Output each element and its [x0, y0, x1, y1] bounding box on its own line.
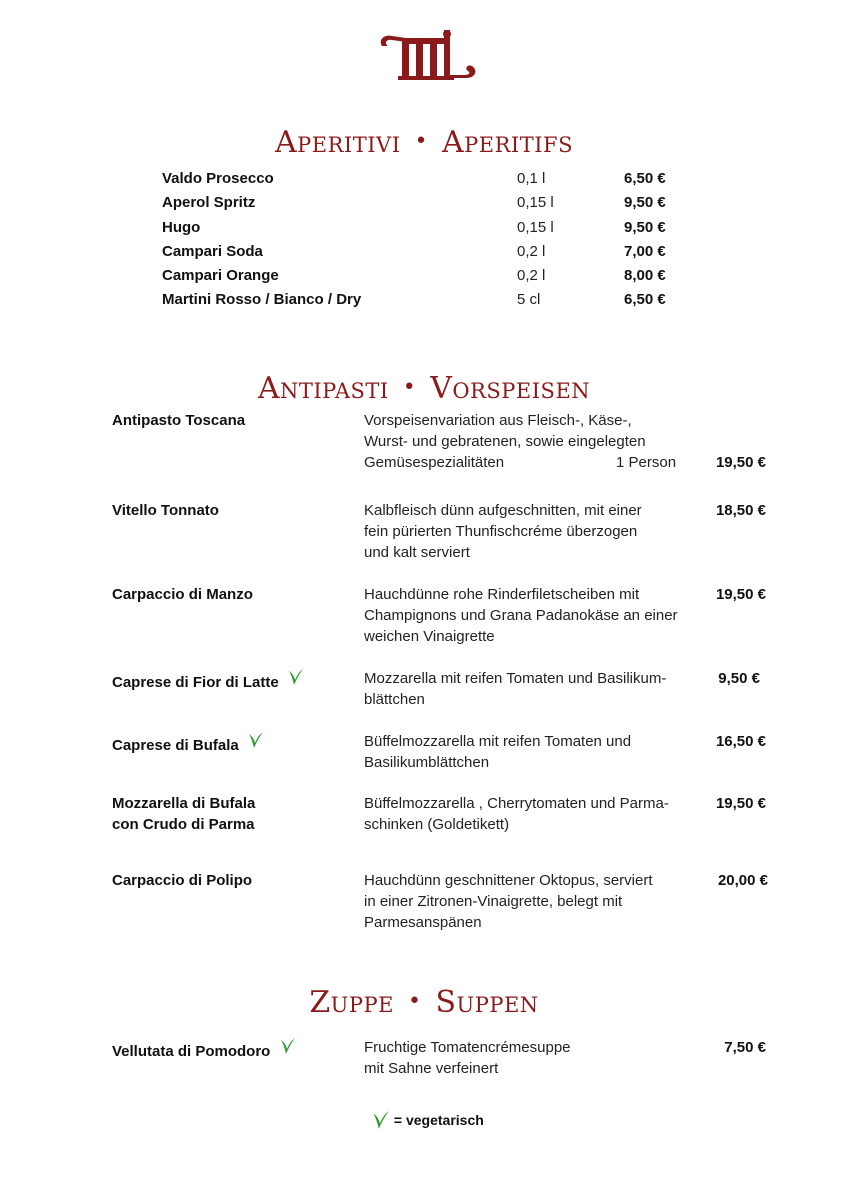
description-line: Champignons und Grana Padanokäse an einer: [364, 607, 678, 624]
description-line: Hauchdünne rohe Rinderfiletscheiben mit: [364, 586, 640, 603]
menu-item: [0, 266, 848, 290]
item-price: 9,50 €: [624, 194, 666, 211]
description-line: blättchen: [364, 691, 425, 708]
menu-item: [0, 169, 848, 193]
section-title-aperitivi: [0, 125, 848, 160]
item-price: 7,00 €: [624, 243, 666, 260]
description-line: Gemüsespezialitäten: [364, 454, 505, 471]
item-description: [364, 793, 704, 835]
item-volume: 0,15 l: [517, 219, 554, 236]
item-name: Caprese di Fior di Latte: [112, 674, 279, 691]
item-name-wrap: [112, 793, 352, 835]
item-name: Vellutata di Pomodoro: [112, 1043, 271, 1060]
item-price: 19,50 €: [715, 795, 766, 812]
item-description: [364, 1037, 704, 1079]
leaf-icon: [372, 1110, 390, 1130]
description-line: Basilikumblättchen: [364, 754, 490, 771]
item-price: 9,50 €: [624, 219, 666, 236]
description-line: in einer Zitronen-Vinaigrette, belegt mit: [364, 893, 623, 910]
menu-item: [0, 290, 848, 314]
item-price: 19,50 €: [715, 454, 766, 471]
section-title-de: Aperitifs: [441, 125, 573, 160]
menu-item: [0, 193, 848, 217]
description-line: schinken (Goldetikett): [364, 816, 510, 833]
item-name-line2: con Crudo di Parma: [112, 816, 255, 833]
item-name: Valdo Prosecco: [162, 170, 274, 187]
item-name-wrap: [112, 668, 352, 693]
separator-dot: •: [407, 989, 422, 1014]
description-line: mit Sahne verfeinert: [364, 1060, 499, 1077]
item-description: [364, 668, 704, 710]
description-line: fein pürierten Thunfischcréme überzogen: [364, 523, 638, 540]
item-name: Aperol Spritz: [162, 194, 256, 211]
section-title-it: Antipasti: [257, 371, 389, 406]
item-name: Carpaccio di Manzo: [112, 586, 253, 603]
item-price: 9,50 €: [718, 670, 760, 687]
separator-dot: •: [414, 129, 428, 154]
item-name: Campari Soda: [162, 243, 263, 260]
item-portion: 1 Person: [616, 454, 677, 471]
item-volume: 0,15 l: [517, 194, 554, 211]
item-price: 18,50 €: [715, 502, 766, 519]
item-description: [364, 584, 704, 647]
description-line: und kalt serviert: [364, 544, 470, 561]
description-line: Kalbfleisch dünn aufgeschnitten, mit einer: [364, 502, 642, 519]
section-title-de: Vorspeisen: [430, 371, 591, 406]
item-name: Martini Rosso / Bianco / Dry: [162, 291, 362, 308]
item-description: [364, 731, 704, 773]
description-line: Büffelmozzarella , Cherrytomaten und Parma-: [364, 795, 669, 812]
description-line: Büffelmozzarella mit reifen Tomaten und: [364, 733, 632, 750]
item-price: 6,50 €: [624, 170, 666, 187]
legend-text: = vegetarisch: [393, 1112, 484, 1128]
item-price: 16,50 €: [715, 733, 766, 750]
item-price: 7,50 €: [724, 1039, 766, 1056]
menu-item: [0, 242, 848, 266]
description-line: weichen Vinaigrette: [364, 628, 495, 645]
description-line: Mozzarella mit reifen Tomaten und Basilikum-: [364, 670, 667, 687]
item-name: Campari Orange: [162, 267, 279, 284]
item-price: 19,50 €: [715, 586, 766, 603]
item-name: Vitello Tonnato: [112, 502, 219, 519]
section-title-de: Suppen: [435, 985, 539, 1020]
description-line: Fruchtige Tomatencrémesuppe: [364, 1039, 571, 1056]
item-volume: 0,2 l: [517, 243, 546, 260]
leaf-icon: [280, 1037, 296, 1055]
leaf-icon: [288, 668, 304, 686]
description-line: Hauchdünn geschnittener Oktopus, serviert: [364, 872, 653, 889]
leaf-icon: [248, 731, 264, 749]
item-name: Caprese di Bufala: [112, 737, 239, 754]
item-name-wrap: [112, 1037, 352, 1062]
item-name: Mozzarella di Bufala: [112, 795, 256, 812]
description-line: Vorspeisenvariation aus Fleisch-, Käse-,: [364, 412, 632, 429]
section-title-antipasti: [0, 371, 848, 406]
vegetarian-legend: [372, 1110, 484, 1130]
section-title-it: Zuppe: [309, 985, 394, 1020]
item-price: 6,50 €: [624, 291, 666, 308]
section-title-it: Aperitivi: [275, 125, 401, 160]
item-name-wrap: [112, 731, 352, 756]
item-volume: 0,1 l: [517, 170, 546, 187]
item-price: 8,00 €: [624, 267, 666, 284]
separator-dot: •: [402, 375, 417, 400]
item-volume: 0,2 l: [517, 267, 546, 284]
item-description: [364, 870, 704, 933]
description-line: Wurst- und gebratenen, sowie eingelegten: [364, 433, 646, 450]
item-description: [364, 500, 704, 563]
item-volume: 5 cl: [517, 291, 541, 308]
item-name: Antipasto Toscana: [112, 412, 246, 429]
item-price: 20,00 €: [717, 872, 768, 889]
item-name: Carpaccio di Polipo: [112, 872, 253, 889]
section-title-zuppe: [0, 985, 848, 1020]
menu-item: [0, 218, 848, 242]
item-name: Hugo: [162, 219, 201, 236]
description-line: Parmesanspänen: [364, 914, 482, 931]
restaurant-logo: [376, 30, 480, 88]
